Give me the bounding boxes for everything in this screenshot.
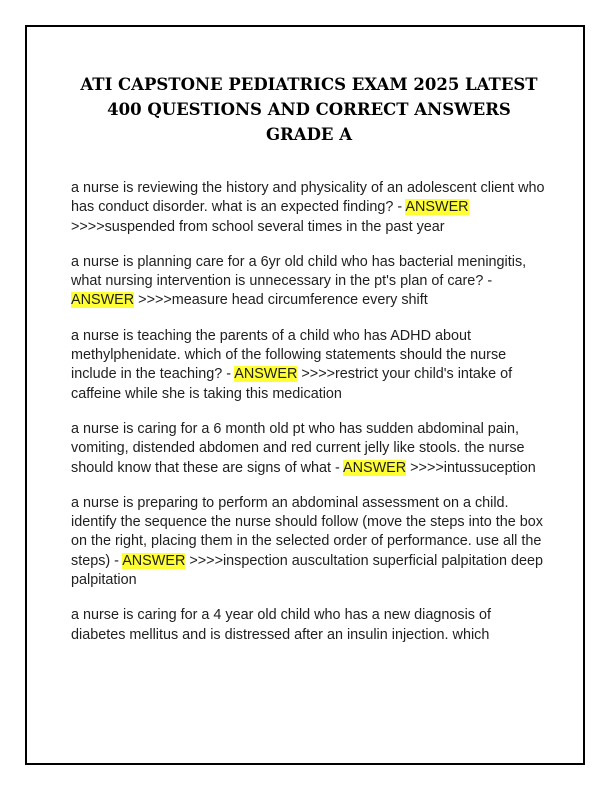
question-text: a nurse is caring for a 6 month old pt who has sudden abdominal pain, vomiting, distended abdomen and red current jelly like stools. the nurse should know that these are signs of what -: [71, 420, 525, 476]
answer-tag: ANSWER: [405, 199, 469, 216]
qa-item-2: [71, 253, 547, 311]
qa-item-1: [71, 179, 547, 237]
answer-text: >>>>restrict your child's intake of caffeine while she is taking this medication: [71, 366, 513, 402]
answer-text: >>>>inspection auscultation superficial palpitation deep palpitation: [71, 552, 543, 589]
document-title: [60, 72, 558, 147]
title-line-2: 400 QUESTIONS AND CORRECT ANSWERS: [107, 100, 511, 119]
qa-item-4: [71, 420, 547, 478]
qa-item-6: [71, 606, 547, 645]
question-text: a nurse is preparing to perform an abdominal assessment on a child. identify the sequence the nurse should follow (move the steps into the box on the right, placing them in the selected order of performance. use all the steps) -: [71, 494, 543, 569]
qa-list: [71, 179, 547, 661]
answer-tag: ANSWER: [71, 292, 135, 309]
answer-text: >>>>intussuception: [406, 459, 536, 476]
answer-tag: ANSWER: [234, 366, 298, 383]
qa-item-3: [71, 327, 547, 404]
answer-text: >>>>suspended from school several times in the past year: [71, 218, 445, 235]
answer-tag: ANSWER: [122, 552, 186, 569]
qa-item-5: [71, 494, 547, 590]
title-line-3: GRADE A: [265, 125, 353, 144]
question-text: a nurse is teaching the parents of a child who has ADHD about methylphenidate. which of the following statements should the nurse include in the teaching? -: [71, 327, 507, 383]
answer-text: >>>>measure head circumference every shift: [134, 292, 428, 309]
question-text: a nurse is caring for a 4 year old child who has a new diagnosis of diabetes mellitus and is distressed after an insulin injection. which: [71, 607, 491, 643]
title-line-1: ATI CAPSTONE PEDIATRICS EXAM 2025 LATEST: [80, 75, 538, 94]
question-text: a nurse is reviewing the history and physicality of an adolescent client who has conduct disorder. what is an expected finding? -: [71, 180, 545, 216]
question-text: a nurse is planning care for a 6yr old child who has bacterial meningitis, what nursing intervention is unnecessary in the pt's plan of care? -: [71, 253, 527, 290]
answer-tag: ANSWER: [342, 459, 407, 476]
